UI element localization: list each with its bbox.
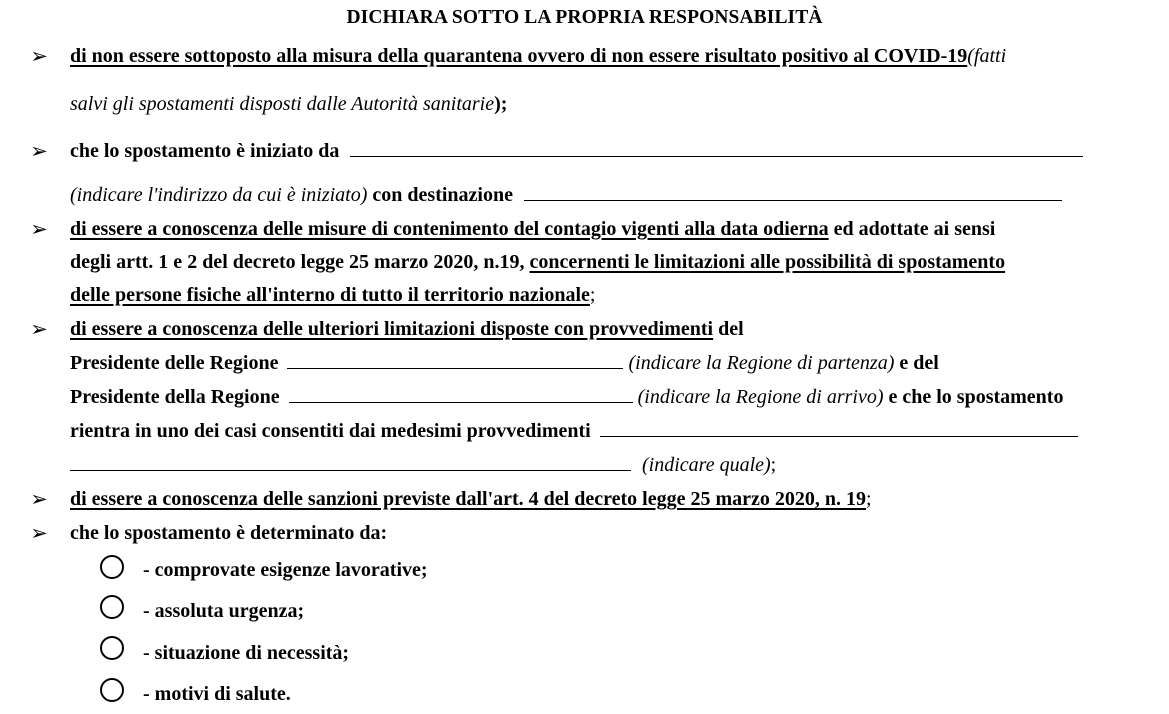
allowed-case-hint: (indicare quale) (642, 454, 771, 476)
destination-line (70, 183, 1062, 207)
region-arrival-hint: (indicare la Regione di arrivo) (637, 386, 884, 408)
regional-line1 (70, 317, 744, 341)
destination-label: con destinazione (372, 184, 513, 206)
option-radio-work[interactable] (100, 555, 124, 579)
bullet-arrow-icon: ➢ (30, 217, 48, 241)
measures-line2 (70, 250, 1005, 274)
start-hint: (indicare l'indirizzo da cui è iniziato) (70, 184, 368, 206)
regional-line3 (70, 385, 1063, 409)
region-arrival-label: Presidente della Regione (70, 386, 280, 408)
option-radio-necessity[interactable] (100, 636, 124, 660)
option-radio-health[interactable] (100, 678, 124, 702)
region-departure-end: e del (899, 352, 939, 374)
regional-underlined-1: di essere a conoscenza delle ulteriori limitazioni disposte con provvedimenti (70, 318, 714, 340)
measures-rest-1: ed adottate ai sensi (833, 218, 996, 240)
measures-end: ; (589, 284, 596, 306)
regional-rest-1: del (718, 318, 744, 340)
start-label: che lo spostamento è iniziato da (70, 140, 340, 162)
reason-label: che lo spostamento è determinato da: (70, 522, 388, 544)
quarantine-text: di non essere sottoposto alla misura della quarantena ovvero di non essere risultato positivo al COVID-19 (70, 45, 968, 67)
bullet-arrow-icon: ➢ (30, 487, 48, 511)
regional-line4 (70, 419, 1078, 443)
sanctions-line (70, 487, 872, 511)
region-departure-label: Presidente delle Regione (70, 352, 279, 374)
allowed-case-end: ; (770, 454, 777, 476)
sanctions-end: ; (866, 488, 872, 510)
bullet-arrow-icon: ➢ (30, 139, 48, 163)
region-arrival-field[interactable] (289, 385, 633, 403)
start-address-field[interactable] (350, 139, 1083, 157)
region-arrival-end: e che lo spostamento (888, 386, 1064, 408)
region-departure-field[interactable] (287, 351, 623, 369)
measures-line1 (70, 217, 995, 241)
destination-field[interactable] (524, 183, 1062, 201)
quarantine-close: ); (494, 93, 508, 115)
quarantine-statement (70, 44, 1006, 68)
sanctions-text: di essere a conoscenza delle sanzioni previste dall'art. 4 del decreto legge 25 marzo 2020, n. 19 (70, 488, 866, 510)
measures-underlined-2: concernenti le limitazioni alle possibilità di spostamento (529, 251, 1006, 273)
page-title: DICHIARA SOTTO LA PROPRIA RESPONSABILITÀ (346, 7, 823, 28)
allowed-case-field[interactable] (600, 419, 1078, 437)
regional-line2 (70, 351, 939, 375)
measures-line3 (70, 283, 595, 307)
allowed-case-label: rientra in uno dei casi consentiti dai medesimi provvedimenti (70, 420, 591, 442)
quarantine-italic-open: (fatti (967, 45, 1007, 67)
regional-line5 (70, 453, 776, 477)
option-radio-urgency[interactable] (100, 595, 124, 619)
allowed-case-field-continued[interactable] (70, 453, 631, 471)
quarantine-continuation (70, 92, 507, 116)
option-label-health: - motivi di salute. (143, 683, 291, 705)
region-departure-hint: (indicare la Regione di partenza) (628, 352, 895, 374)
option-label-work: - comprovate esigenze lavorative; (143, 559, 428, 581)
measures-plain-2: degli artt. 1 e 2 del decreto legge 25 marzo 2020, n.19, (70, 251, 525, 273)
bullet-arrow-icon: ➢ (30, 317, 48, 341)
quarantine-italic-line2: salvi gli spostamenti disposti dalle Autorità sanitarie (70, 93, 495, 115)
bullet-arrow-icon: ➢ (30, 521, 48, 545)
measures-underlined-1: di essere a conoscenza delle misure di contenimento del contagio vigenti alla data odierna (70, 218, 829, 240)
measures-underlined-3: delle persone fisiche all'interno di tutto il territorio nazionale (70, 284, 590, 306)
bullet-arrow-icon: ➢ (30, 44, 48, 68)
option-label-necessity: - situazione di necessità; (143, 642, 350, 664)
start-line (70, 139, 1083, 163)
option-label-urgency: - assoluta urgenza; (143, 600, 305, 622)
